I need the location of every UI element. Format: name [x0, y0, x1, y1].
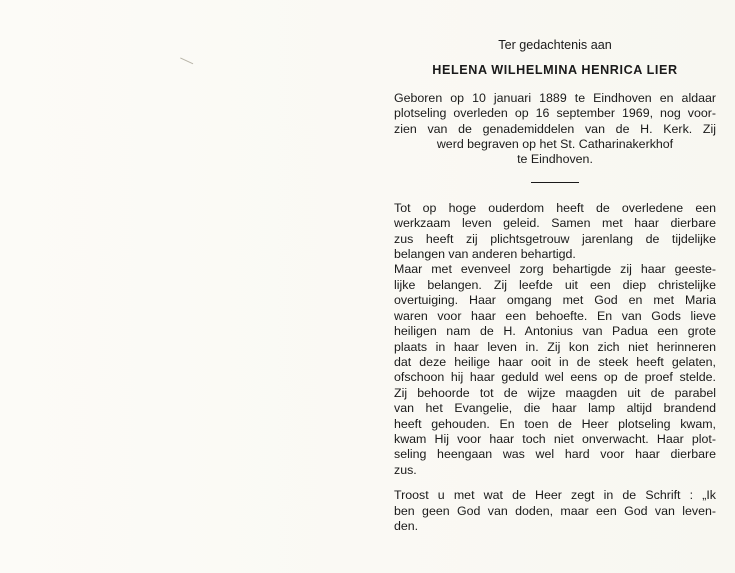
intro-line: werd begraven op het St. Catharinakerkhof [436, 137, 674, 152]
text-line: Tot op hoge ouderdom heeft de overledene een [394, 200, 716, 215]
intro-line: te Eindhoven. [517, 152, 593, 167]
paragraph-life [394, 201, 716, 263]
paragraph-scripture [394, 488, 716, 534]
text-line: van het Evangelie, die haar lamp altijd brandend [394, 401, 716, 416]
text-line: plaats in haar leven in. Zij kon zich niet herinneren [394, 339, 716, 354]
paragraph-faith [394, 262, 716, 478]
text-line: Troost u met wat de Heer zegt in de Schrift : „Ik [394, 488, 716, 503]
memorial-body [394, 201, 716, 535]
text-line: belangen van anderen behartigd. [394, 247, 576, 262]
text-line: heiligen nam de H. Antonius van Padua een grote [394, 324, 716, 339]
text-line: zus. [394, 462, 417, 477]
text-line: zus heeft zij plichtsgetrouw jarenlang de tijdelijke [394, 231, 716, 246]
memorial-heading: Ter gedachtenis aan [498, 38, 612, 52]
paper-mark [177, 57, 193, 71]
text-line: kwam Hij voor haar toch niet onverwacht. Haar plot- [394, 431, 716, 446]
deceased-name: HELENA WILHELMINA HENRICA LIER [432, 63, 678, 78]
birth-death-details [394, 91, 716, 168]
divider-line [531, 182, 579, 183]
text-line: overtuiging. Haar omgang met God en met Maria [394, 293, 716, 308]
text-line: Zij behoorde tot de wijze maagden uit de parabel [394, 385, 716, 400]
text-line: dat deze heilige haar ooit in de steek heeft gelaten, [394, 354, 716, 369]
text-line: lijke belangen. Zij leefde uit een diep christelijke [394, 277, 716, 292]
intro-line: plotseling overleden op 16 september 1969, nog voor- [394, 106, 716, 121]
text-line: ofschoon hij haar geduld wel eens op de proef stelde. [394, 370, 716, 385]
text-line: werkzaam leven geleid. Samen met haar dierbare [394, 216, 716, 231]
text-line: ben geen God van doden, maar een God van leven- [394, 503, 716, 518]
text-line: heeft gehouden. En toen de Heer plotseling kwam, [394, 416, 716, 431]
text-line: den. [394, 518, 419, 533]
text-line: seling heengaan was wel hard voor haar dierbare [394, 447, 716, 462]
memorial-text-page [394, 38, 716, 534]
intro-line: zien van de genademiddelen van de H. Kerk. Zij [394, 121, 716, 136]
intro-line: Geboren op 10 januari 1889 te Eindhoven en aldaar [394, 90, 716, 105]
text-line: Maar met evenveel zorg behartigde zij haar geeste- [394, 262, 716, 277]
text-line: waren voor haar een behoefte. En van Gods lieve [394, 308, 716, 323]
